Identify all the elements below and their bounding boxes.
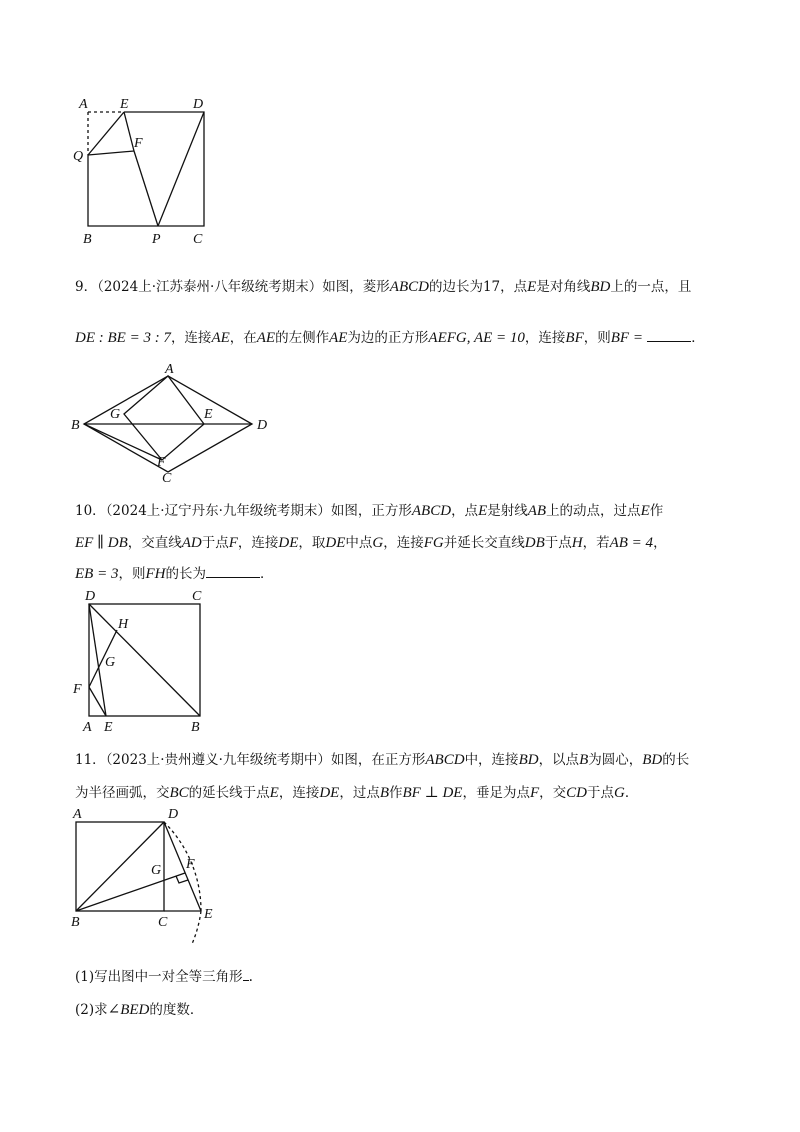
label-G: G xyxy=(105,655,116,670)
label-E: E xyxy=(204,407,213,422)
label-B: B xyxy=(83,232,92,247)
label-C: C xyxy=(192,589,202,604)
q11-line2: 为半径画弧，交BC的延长线于点E，连接DE，过点B作BF ⊥ DE，垂足为点F，交CD于点G． xyxy=(75,785,639,801)
label-E: E xyxy=(104,720,113,735)
label-E: E xyxy=(120,97,129,112)
label-D: D xyxy=(168,807,179,822)
label-A: A xyxy=(79,97,88,112)
label-E: E xyxy=(204,907,213,922)
label-Q: Q xyxy=(73,149,84,164)
label-G: G xyxy=(151,863,162,878)
label-F: F xyxy=(157,455,166,470)
label-A: A xyxy=(165,362,174,377)
label-A: A xyxy=(83,720,92,735)
q11-line1: 11．（2023上·贵州遵义·九年级统考期中）如图，在正方形ABCD中，连接BD，以点B为圆心，BD的长 xyxy=(75,752,690,768)
label-B: B xyxy=(71,418,80,433)
label-C: C xyxy=(193,232,203,247)
q10-line1: 10．（2024上·辽宁丹东·九年级统考期末）如图，正方形ABCD，点E是射线AB上的动点，过点E作 xyxy=(75,503,664,519)
label-G: G xyxy=(110,407,121,422)
label-A: A xyxy=(73,807,82,822)
label-D: D xyxy=(257,418,268,433)
q11-sub1: (1)写出图中一对全等三角形 . xyxy=(75,969,253,985)
label-P: P xyxy=(152,232,161,247)
label-F: F xyxy=(186,857,195,872)
label-C: C xyxy=(162,471,172,486)
label-F: F xyxy=(134,136,143,151)
label-D: D xyxy=(85,589,96,604)
label-B: B xyxy=(191,720,200,735)
q11-sub2: (2)求∠BED的度数． xyxy=(75,1002,204,1018)
q10-line2: EF ∥ DB，交直线AD于点F，连接DE，取DE中点G，连接FG并延长交直线DB于点H，若AB = 4， xyxy=(75,535,667,551)
label-H: H xyxy=(118,617,129,632)
q9-line2: DE : BE = 3 : 7，连接AE，在AE的左侧作AE为边的正方形AEFG, AE = 10，连接BF，则BF = ． xyxy=(75,330,705,346)
label-F: F xyxy=(73,682,82,697)
label-D: D xyxy=(193,97,204,112)
q10-line3: EB = 3，则FH的长为 ． xyxy=(75,566,274,582)
q9-line1: 9．（2024上·江苏泰州·八年级统考期末）如图，菱形ABCD的边长为17，点E是对角线BD上的一点，且 xyxy=(75,279,692,295)
label-B: B xyxy=(71,915,80,930)
label-C: C xyxy=(158,915,168,930)
